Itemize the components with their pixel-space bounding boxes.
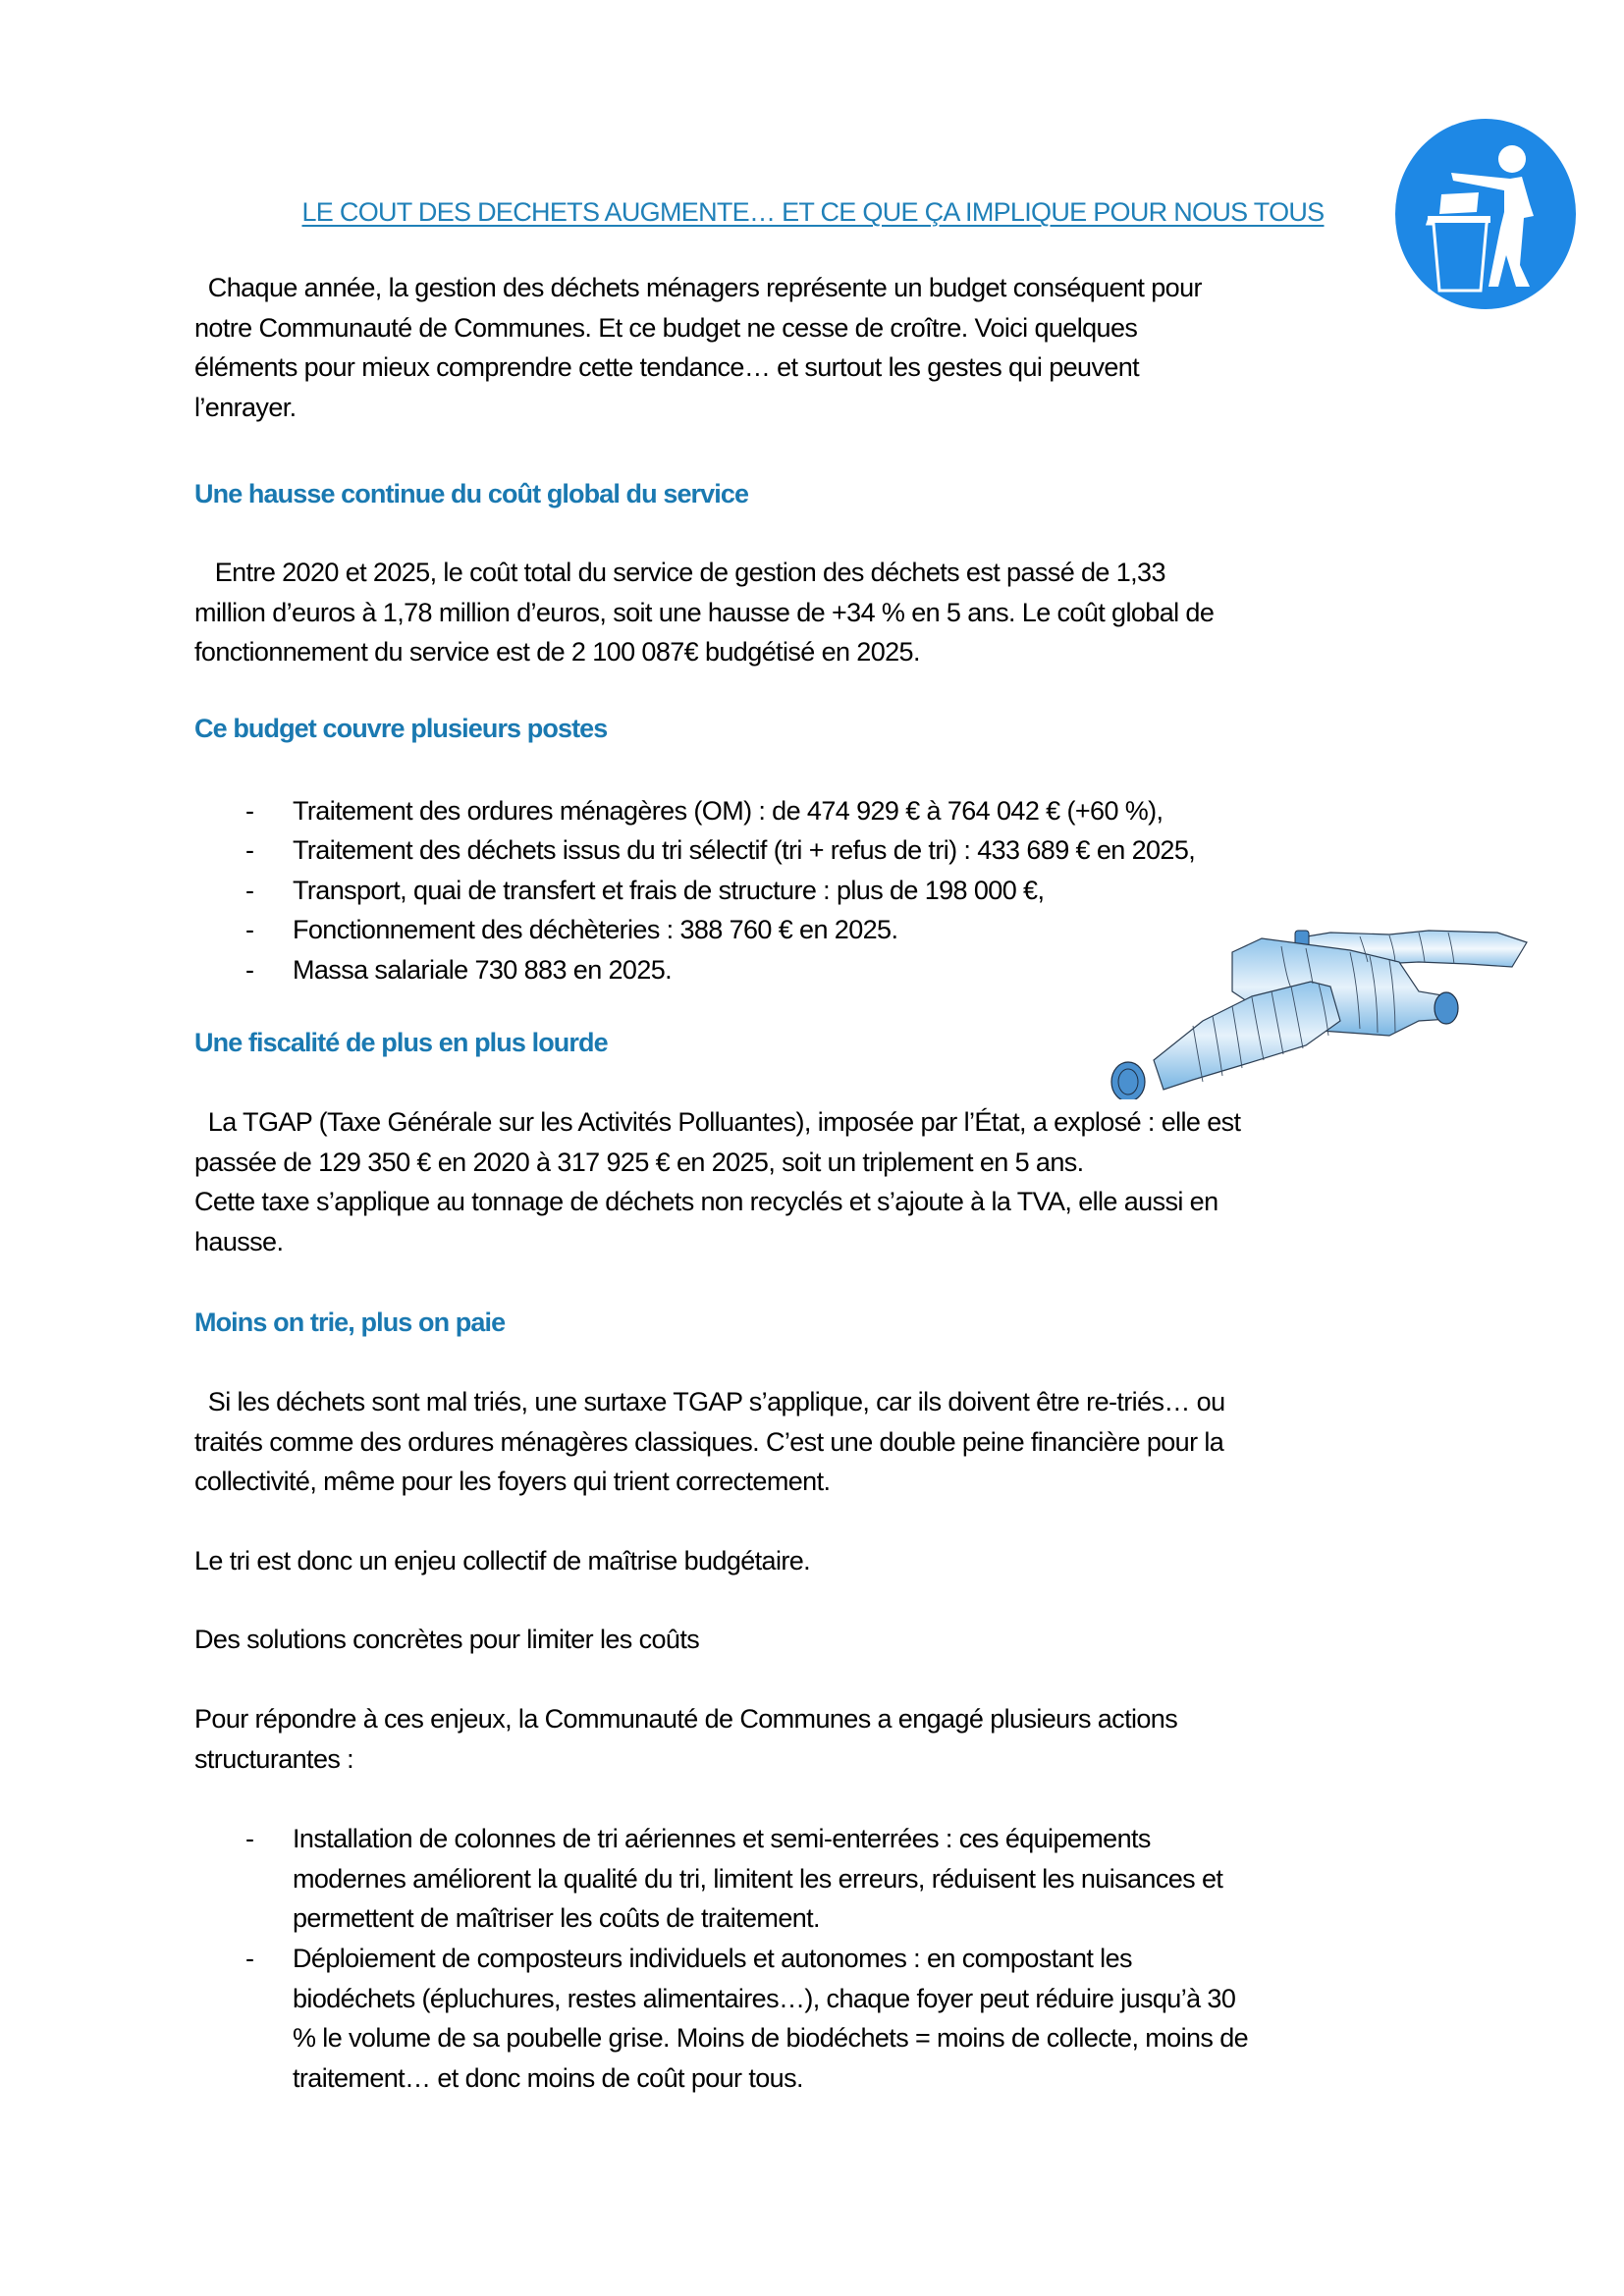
section1-line: fonctionnement du service est de 2 100 087€ budgétisé en 2025. [194, 637, 920, 667]
section-heading-sorting: Moins on trie, plus on paie [194, 1308, 506, 1337]
list-item-line: biodéchets (épluchures, restes alimentaires…), chaque foyer peut réduire jusqu’à 30 [293, 1983, 1236, 2013]
list-item-text: Massa salariale 730 883 en 2025. [293, 955, 673, 985]
intro-line: notre Communauté de Communes. Et ce budget ne cesse de croître. Voici quelques [194, 312, 1138, 343]
section3-paragraph [194, 1102, 1240, 1261]
trash-bin-icon [1394, 118, 1577, 310]
section-heading-budget-items: Ce budget couvre plusieurs postes [194, 714, 608, 743]
section4-line: traités comme des ordures ménagères classiques. C’est une double peine financière pour la [194, 1426, 1224, 1457]
section1-line: million d’euros à 1,78 million d’euros, soit une hausse de +34 % en 5 ans. Le coût global de [194, 597, 1215, 627]
section-heading-cost-increase: Une hausse continue du coût global du service [194, 479, 749, 508]
bullet-marker: - [245, 955, 254, 985]
page-title: LE COUT DES DECHETS AUGMENTE… ET CE QUE ÇA IMPLIQUE POUR NOUS TOUS [301, 197, 1325, 227]
intro-line: éléments pour mieux comprendre cette tendance… et surtout les gestes qui peuvent [194, 352, 1140, 382]
list-item-text: Traitement des ordures ménagères (OM) : de 474 929 € à 764 042 € (+60 %), [293, 796, 1164, 826]
list-item-text: Traitement des déchets issus du tri sélectif (tri + refus de tri) : 433 689 € en 2025, [293, 835, 1196, 865]
bullet-marker: - [245, 915, 254, 944]
intro-paragraph [194, 268, 1202, 427]
list-item-line: % le volume de sa poubelle grise. Moins de biodéchets = moins de collecte, moins de [293, 2023, 1249, 2053]
bullet-marker: - [245, 1944, 254, 1973]
section4-conclusion: Le tri est donc un enjeu collectif de maîtrise budgétaire. [194, 1546, 811, 1575]
section5-intro-line: structurantes : [194, 1743, 354, 1774]
list-item-text [293, 1939, 1248, 2098]
bullet-marker: - [245, 876, 254, 905]
section1-paragraph [194, 553, 1214, 672]
section3-line: passée de 129 350 € en 2020 à 317 925 € en 2025, soit un triplement en 5 ans. [194, 1147, 1084, 1177]
section3-line: La TGAP (Taxe Générale sur les Activités Polluantes), imposée par l’État, a explosé : elle est [194, 1107, 1241, 1137]
list-item-line: modernes améliorent la qualité du tri, limitent les erreurs, réduisent les nuisances et [293, 1863, 1223, 1894]
bullet-marker: - [245, 796, 254, 826]
section3-line: hausse. [194, 1226, 284, 1256]
section1-line: Entre 2020 et 2025, le coût total du service de gestion des déchets est passé de 1,33 [194, 558, 1165, 587]
plastic-bottles-illustration [1095, 903, 1537, 1099]
section5-intro [194, 1699, 1177, 1779]
section3-line: Cette taxe s’applique au tonnage de déchets non recyclés et s’ajoute à la TVA, elle aussi en [194, 1187, 1218, 1216]
list-item-text: Transport, quai de transfert et frais de structure : plus de 198 000 €, [293, 876, 1045, 905]
list-item-line: Déploiement de composteurs individuels et autonomes : en compostant les [293, 1944, 1132, 1973]
section-heading-solutions: Des solutions concrètes pour limiter les coûts [194, 1625, 700, 1654]
list-item-text: Fonctionnement des déchèteries : 388 760 € en 2025. [293, 915, 898, 944]
section5-intro-line: Pour répondre à ces enjeux, la Communauté de Communes a engagé plusieurs actions [194, 1704, 1178, 1734]
bullet-marker: - [245, 1824, 254, 1853]
section4-paragraph [194, 1382, 1225, 1502]
bullet-marker: - [245, 835, 254, 865]
section4-line: Si les déchets sont mal triés, une surtaxe TGAP s’applique, car ils doivent être re-triés… ou [194, 1387, 1225, 1416]
section-heading-taxation: Une fiscalité de plus en plus lourde [194, 1028, 608, 1057]
section4-line: collectivité, même pour les foyers qui trient correctement. [194, 1467, 831, 1496]
list-item-line: Installation de colonnes de tri aériennes et semi-enterrées : ces équipements [293, 1824, 1151, 1853]
list-item-line: traitement… et donc moins de coût pour tous. [293, 2062, 803, 2093]
list-item-line: permettent de maîtriser les coûts de traitement. [293, 1903, 820, 1933]
list-item-text [293, 1819, 1222, 1939]
intro-line: Chaque année, la gestion des déchets ménagers représente un budget conséquent pour [194, 273, 1202, 302]
intro-line: l’enrayer. [194, 392, 297, 422]
